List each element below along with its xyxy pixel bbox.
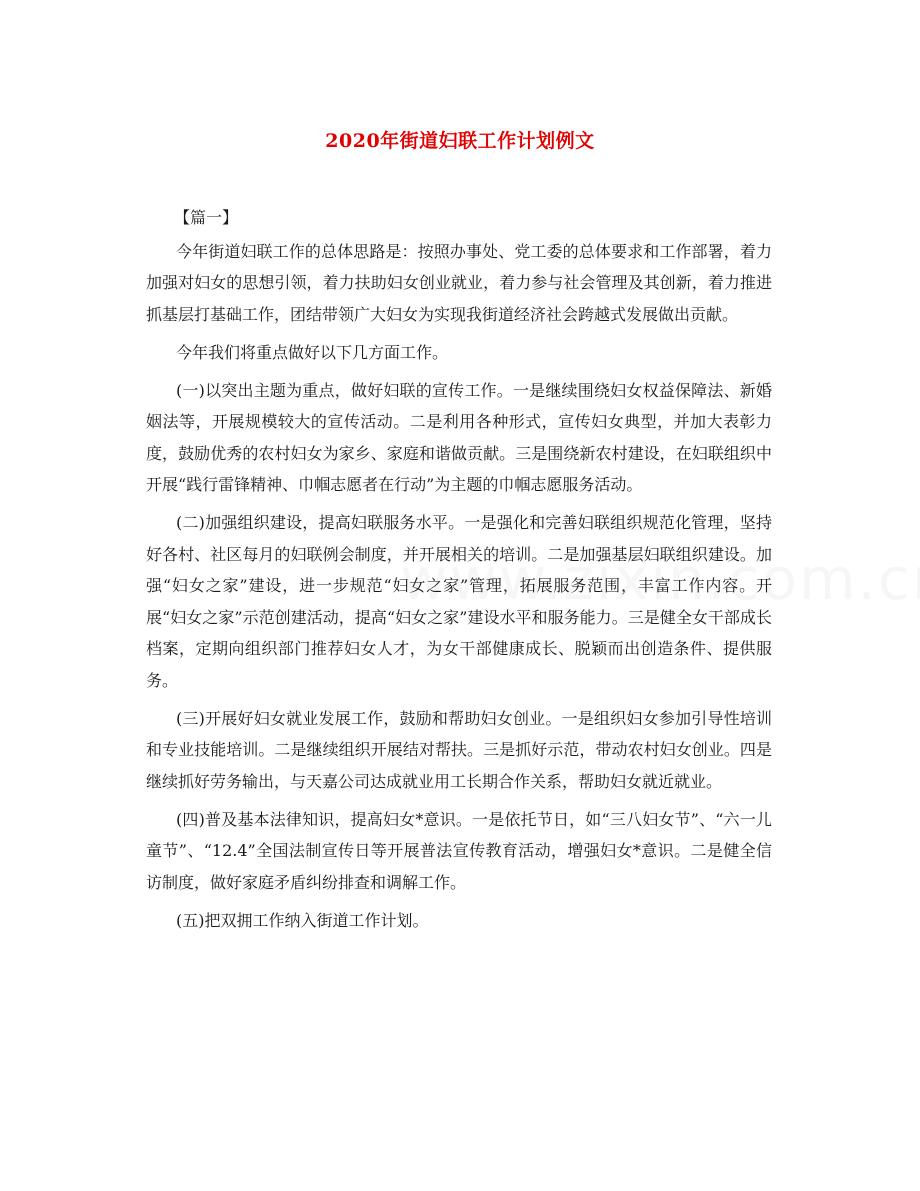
paragraph-overview: 今年街道妇联工作的总体思路是：按照办事处、党工委的总体要求和工作部署，着力加强对妇女的思想引领，着力扶助妇女创业就业，着力参与社会管理及其创新，着力推进抓基层打基础工作，团结带领广大妇女为实现我街道经济社会跨越式发展做出贡献。 <box>146 241 772 324</box>
document-body <box>146 202 772 943</box>
paragraph-item-3: (三)开展好妇女就业发展工作，鼓励和帮助妇女创业。一是组织妇女参加引导性培训和专业技能培训。二是继续组织开展结对帮扶。三是抓好示范，带动农村妇女创业。四是继续抓好劳务输出，与天嘉公司达成就业用工长期合作关系，帮助妇女就近就业。 <box>146 708 772 791</box>
paragraph-item-4: (四)普及基本法律知识，提高妇女*意识。一是依托节日，如“三八妇女节”、“六一儿童节”、“12.4”全国法制宣传日等开展普法宣传教育活动，增强妇女*意识。二是健全信访制度，做好家庭矛盾纠纷排查和调解工作。 <box>146 809 772 892</box>
paragraph-item-5: (五)把双拥工作纳入街道工作计划。 <box>176 910 429 930</box>
paragraph-intro: 今年我们将重点做好以下几方面工作。 <box>176 342 449 362</box>
section-label: 【篇一】 <box>174 208 239 227</box>
paragraph-item-2: (二)加强组织建设，提高妇联服务水平。一是强化和完善妇联组织规范化管理，坚持好各村、社区每月的妇联例会制度，并开展相关的培训。二是加强基层妇联组织建设。加强“妇女之家”建设，进一步规范“妇女之家”管理，拓展服务范围，丰富工作内容。开展“妇女之家”示范创建活动，提高“妇女之家”建设水平和服务能力。三是健全女干部成长档案，定期向组织部门推荐妇女人才，为女干部健康成长、脱颖而出创造条件、提供服务。 <box>146 513 772 690</box>
document-title: 2020年街道妇联工作计划例文 <box>325 130 595 152</box>
paragraph-item-1: (一)以突出主题为重点，做好妇联的宣传工作。一是继续围绕妇女权益保障法、新婚姻法等，开展规模较大的宣传活动。二是利用各种形式，宣传妇女典型，并加大表彰力度，鼓励优秀的农村妇女为家乡、家庭和谐做贡献。三是围绕新农村建设，在妇联组织中开展“践行雷锋精神、巾帼志愿者在行动”为主题的巾帼志愿服务活动。 <box>146 380 772 494</box>
